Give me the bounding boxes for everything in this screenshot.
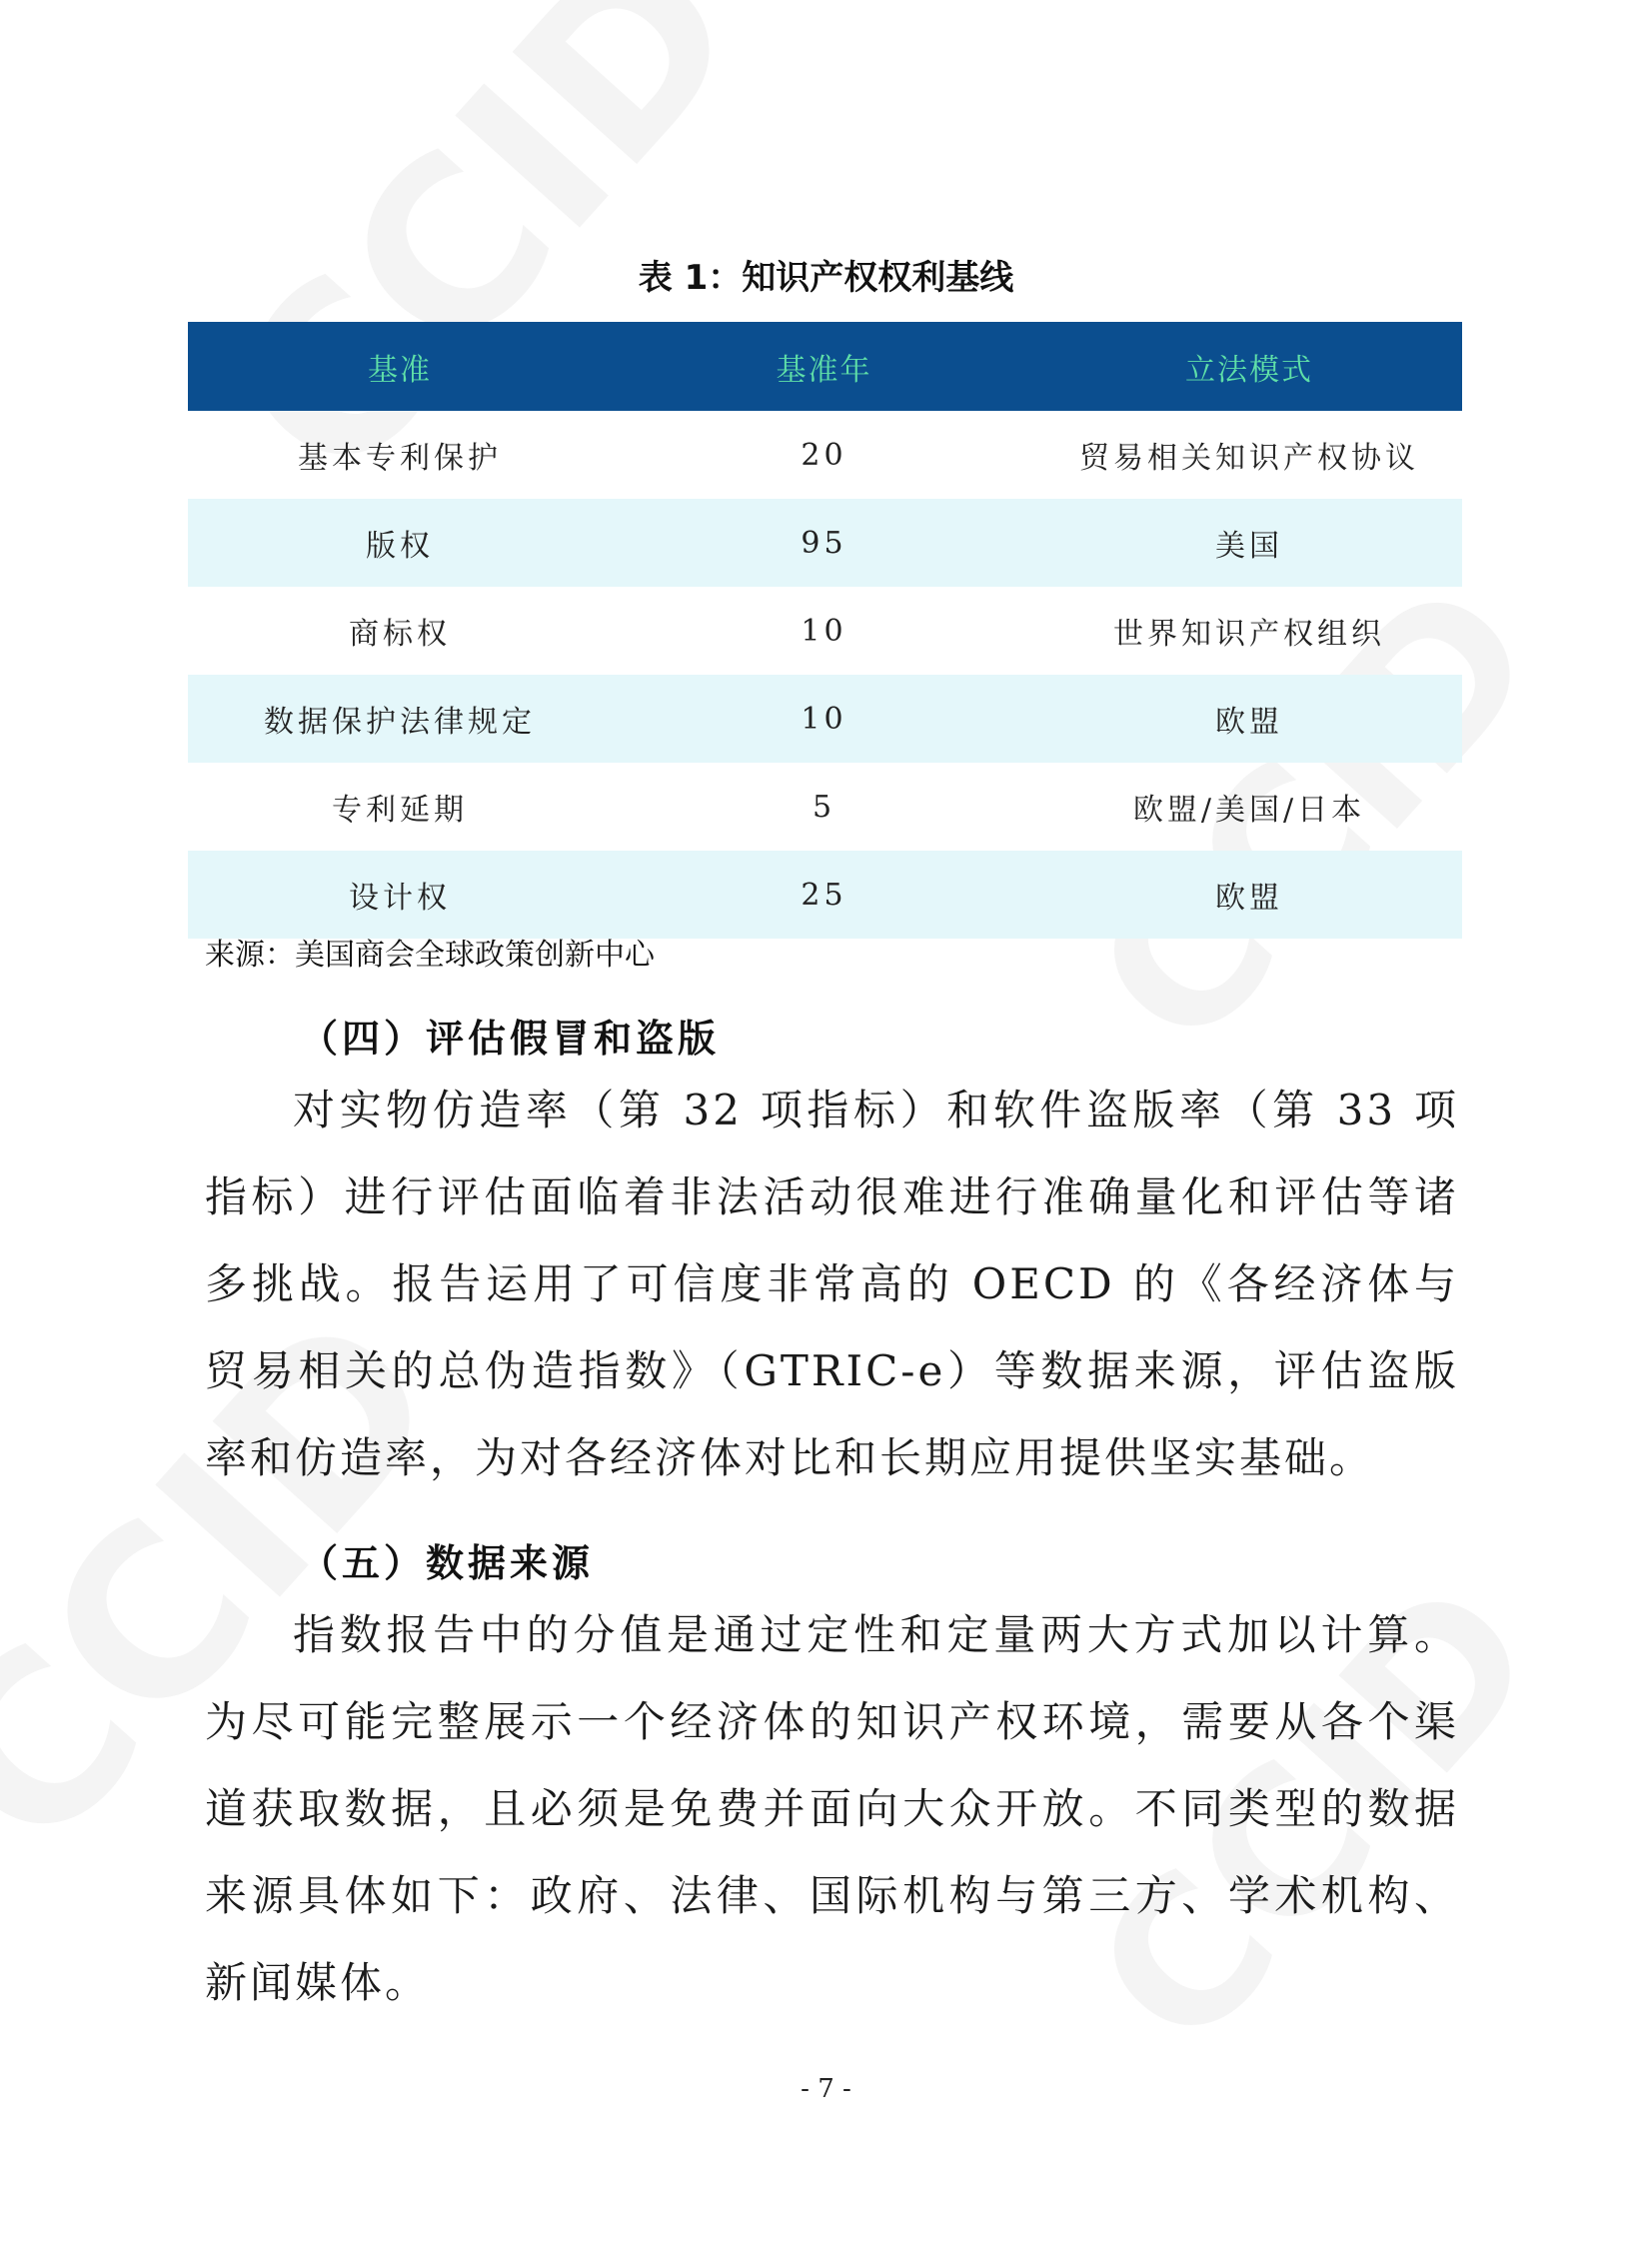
- column-header: 基准年: [612, 322, 1036, 411]
- table-cell: 20: [801, 437, 847, 473]
- table-cell: 5: [812, 789, 836, 825]
- table-cell: 基本专利保护: [298, 441, 502, 476]
- section-paragraph-data-sources: 指数报告中的分值是通过定性和定量两大方式加以计算。为尽可能完整展示一个经济体的知识产权环境，需要从各个渠道获取数据，且必须是免费并面向大众开放。不同类型的数据来源具体如下：政府、法律、国际机构与第三方、学术机构、新闻媒体。: [205, 1610, 1459, 2007]
- table-cell: 25: [612, 851, 1036, 939]
- table-cell: 欧盟: [1036, 675, 1462, 763]
- table-row: [188, 587, 1462, 675]
- table-row: [188, 851, 1462, 939]
- page-number: - 7 -: [801, 2074, 851, 2104]
- table-title: 表 1：知识产权权利基线: [638, 258, 1014, 298]
- table-row: [188, 411, 1462, 499]
- section-heading-data-sources: （五）数据来源: [300, 1541, 595, 1585]
- table-row: [188, 675, 1462, 763]
- table-cell: 商标权: [349, 617, 451, 652]
- table-cell: 欧盟: [1036, 851, 1462, 939]
- table-cell: 版权: [188, 499, 612, 587]
- table-cell: 10: [612, 675, 1036, 763]
- table-cell: 美国: [1036, 499, 1462, 587]
- section-heading-counterfeit-piracy: （四）评估假冒和盗版: [300, 1017, 721, 1061]
- table-cell: 设计权: [188, 851, 612, 939]
- table-cell: 专利延期: [332, 793, 468, 828]
- section-paragraph-counterfeit-piracy: 对实物仿造率（第 32 项指标）和软件盗版率（第 33 项指标）进行评估面临着非法活动很难进行准确量化和评估等诸多挑战。报告运用了可信度非常高的 OECD 的《各经济体与贸易相关的总伪造指数》（GTRIC-e）等数据来源，评估盗版率和仿造率，为对各经济体对比和长期应用提供坚实基础。: [205, 1086, 1459, 1482]
- table-cell: 95: [612, 499, 1036, 587]
- table-cell: 世界知识产权组织: [1113, 617, 1385, 652]
- ipr-baseline-table: [188, 322, 1462, 939]
- table-cell: 10: [801, 613, 847, 649]
- column-header: 基准: [188, 322, 612, 411]
- column-header: 立法模式: [1036, 322, 1462, 411]
- table-row: [188, 763, 1462, 851]
- table-header-row: [188, 322, 1462, 411]
- table-cell: 欧盟/美国/日本: [1132, 793, 1366, 828]
- table-cell: 数据保护法律规定: [188, 675, 612, 763]
- table-row: [188, 499, 1462, 587]
- table-cell: 贸易相关知识产权协议: [1079, 441, 1419, 476]
- table-source-note: 来源：美国商会全球政策创新中心: [205, 938, 655, 973]
